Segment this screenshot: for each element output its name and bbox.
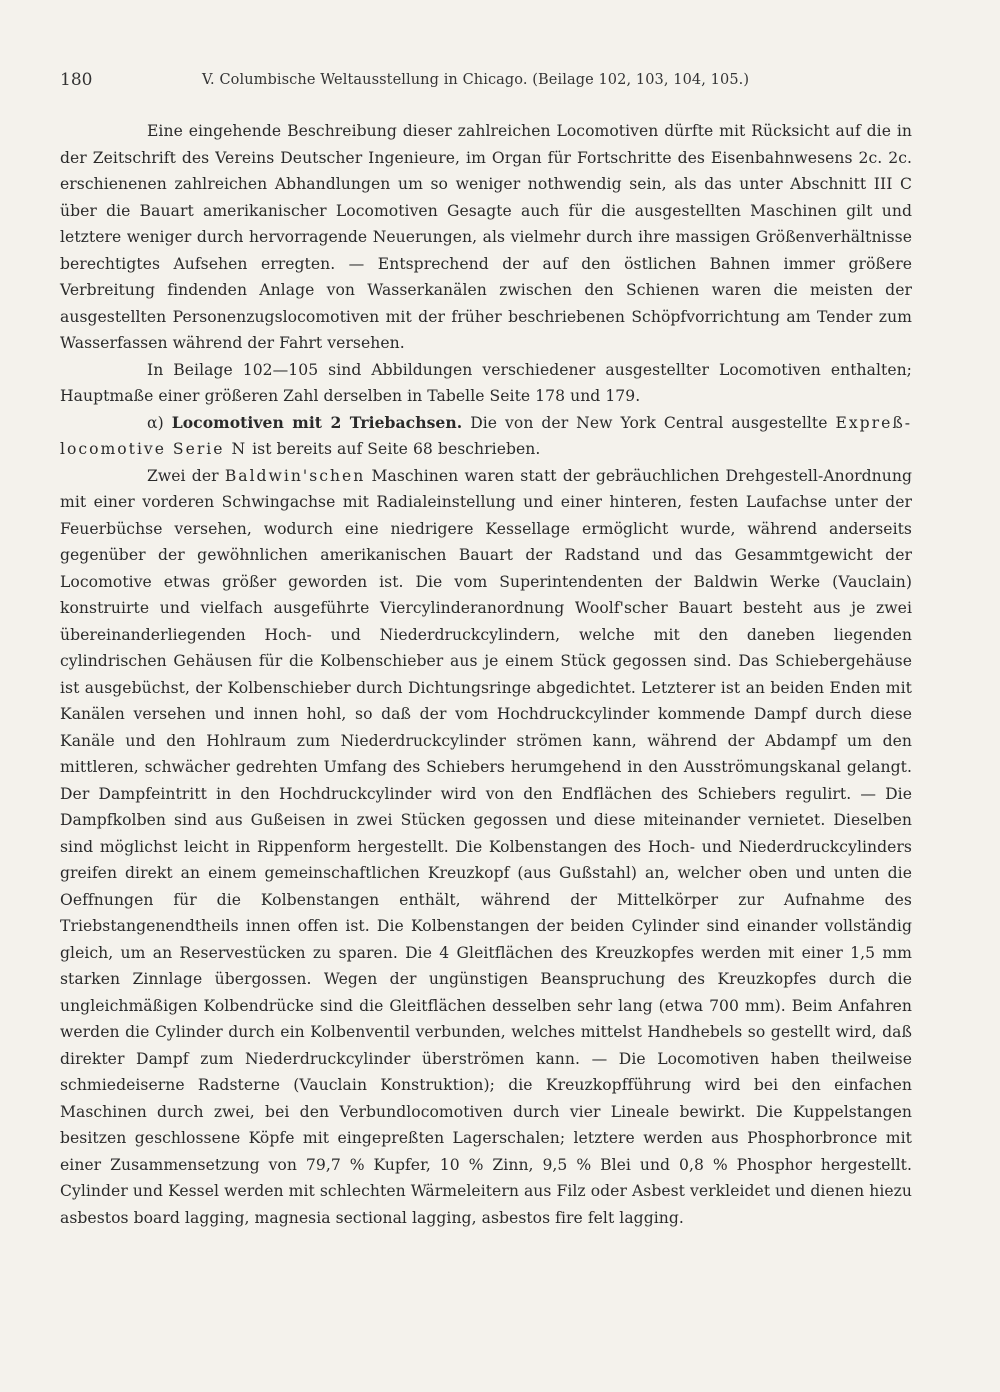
section-heading: Locomotiven mit 2 Triebachsen.	[171, 412, 463, 432]
paragraph-3-text-a: Die von der New York Central ausgestellte	[470, 413, 828, 432]
book-page	[60, 70, 912, 1231]
paragraph-3	[60, 410, 912, 463]
running-head: V. Columbische Weltausstellung in Chicago. (Beilage 102, 103, 104, 105.)	[202, 72, 750, 88]
paragraph-3-spaced: Expreß-locomotive Serie N	[60, 413, 913, 458]
paragraph-4-text-a: Zwei der	[147, 466, 219, 485]
page-number: 180	[60, 70, 93, 90]
page-header	[60, 70, 912, 98]
paragraph-4-spaced: Baldwin'schen	[224, 466, 366, 485]
paragraph-3-text-b: ist bereits auf Seite 68 beschrieben.	[252, 440, 541, 458]
paragraph-1: Eine eingehende Beschreibung dieser zahlreichen Locomotiven dürfte mit Rücksicht auf die in der Zeitschrift des Vereins Deutscher Ingenieure, im Organ für Fortschritte des Eisenbahnwesens 2c. 2c. erschienenen zahlreichen Abhandlungen um so weniger nothwendig sein, als das unter Abschnitt III C über die Bauart amerikanischer Locomotiven Gesagte auch für die ausgestellten Maschinen gilt und letztere weniger durch hervorragende Neuerungen, als vielmehr durch ihre massigen Größenverhältnisse berechtigtes Aufsehen erregten. — Entsprechend der auf den östlichen Bahnen immer größere Verbreitung findenden Anlage von Wasserkanälen zwischen den Schienen waren die meisten der ausgestellten Personenzugslocomotiven mit der früher beschriebenen Schöpfvorrichtung am Tender zum Wasserfassen während der Fahrt versehen.	[60, 122, 912, 352]
body-text	[60, 118, 912, 1231]
paragraph-4-text-b: Maschinen waren statt der gebräuchlichen Drehgestell-Anordnung mit einer vorderen Schwingachse mit Radialeinstellung und einer hinteren, festen Laufachse unter der Feuerbüchse versehen, wodurch eine niedrigere Kessellage ermöglicht wurde, während anderseits gegenüber der gewöhnlichen amerikanischen Bauart der Radstand und das Gesammtgewicht der Locomotive etwas größer geworden ist. Die vom Superintendenten der Baldwin Werke (Vauclain) konstruirte und vielfach ausgeführte Viercylinderanordnung Woolf'scher Bauart besteht aus je zwei übereinanderliegenden Hoch- und Niederdruckcylindern, welche mit den daneben liegenden cylindrischen Gehäusen für die Kolbenschieber aus je einem Stück gegossen sind. Das Schiebergehäuse ist ausgebüchst, der Kolbenschieber durch Dichtungsringe abgedichtet. Letzterer ist an beiden Enden mit Kanälen versehen und innen hohl, so daß der vom Hochdruckcylinder kommende Dampf durch diese Kanäle und den Hohlraum zum Niederdruckcylinder strömen kann, während der Abdampf um den mittleren, schwächer gedrehten Umfang des Schiebers herumgehend in den Ausströmungskanal gelangt. Der Dampfeintritt in den Hochdruckcylinder wird von den Endflächen des Schiebers regulirt. — Die Dampfkolben sind aus Gußeisen in zwei Stücken gegossen und diese miteinander vernietet. Dieselben sind möglichst leicht in Rippenform hergestellt. Die Kolbenstangen des Hoch- und Niederdruckcylinders greifen direkt an einem gemeinschaftlichen Kreuzkopf (aus Gußstahl) an, welcher oben und unten die Oeffnungen für die Kolbenstangen enthält, während der Mittelkörper zur Aufnahme des Triebstangenendtheils innen offen ist. Die Kolbenstangen der beiden Cylinder sind einander vollständig gleich, um an Reservestücken zu sparen. Die 4 Gleitflächen des Kreuzkopfes werden mit einer 1,5 mm starken Zinnlage übergossen. Wegen der ungünstigen Beanspruchung des Kreuzkopfes durch die ungleichmäßigen Kolbendrücke sind die Gleitflächen desselben sehr lang (etwa 700 mm). Beim Anfahren werden die Cylinder durch ein Kolbenventil verbunden, welches mittelst Handhebels so gestellt wird, daß direkter Dampf zum Niederdruckcylinder überströmen kann. — Die Locomotiven haben theilweise schmiedeiserne Radsterne (Vauclain Konstruktion); die Kreuzkopfführung wird bei den einfachen Maschinen durch zwei, bei den Verbundlocomotiven durch vier Lineale bewirkt. Die Kuppelstangen besitzen geschlossene Köpfe mit eingepreßten Lagerschalen; letztere werden aus Phosphorbronce mit einer Zusammensetzung von 79,7 % Kupfer, 10 % Zinn, 9,5 % Blei und 0,8 % Phosphor hergestellt. Cylinder und Kessel werden mit schlechten Wärmeleitern aus Filz oder Asbest verkleidet und dienen hiezu asbestos board lagging, magnesia sectional lagging, asbestos fire felt lagging.	[60, 466, 912, 1227]
section-marker: α)	[147, 413, 164, 432]
paragraph-2: In Beilage 102—105 sind Abbildungen verschiedener ausgestellter Locomotiven enthalten; Hauptmaße einer größeren Zahl derselben in Tabelle Seite 178 und 179.	[60, 360, 912, 405]
paragraph-4	[60, 463, 912, 1232]
